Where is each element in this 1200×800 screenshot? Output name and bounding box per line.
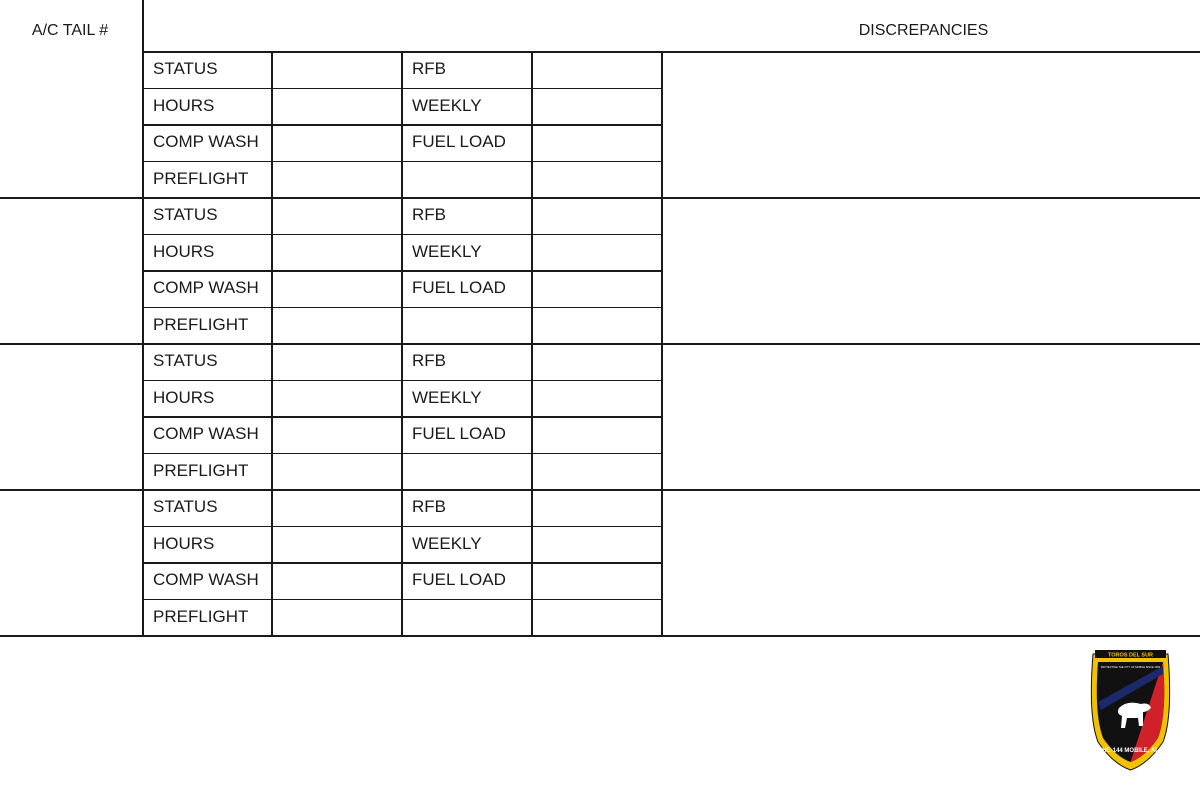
row-label: PREFLIGHT bbox=[153, 314, 249, 334]
value-cell[interactable] bbox=[533, 455, 659, 488]
value-cell[interactable] bbox=[273, 236, 399, 269]
row-label: COMP WASH bbox=[153, 424, 259, 443]
value-cell[interactable] bbox=[273, 528, 399, 561]
row-label: HOURS bbox=[153, 241, 215, 261]
value-cell[interactable] bbox=[273, 199, 399, 232]
value-cell[interactable] bbox=[533, 199, 659, 232]
tail-column-divider bbox=[142, 0, 144, 635]
patch-top-text: TOROS DEL SUR bbox=[1107, 652, 1154, 659]
row-label-secondary: WEEKLY bbox=[412, 241, 482, 261]
row-label-secondary: WEEKLY bbox=[412, 95, 482, 115]
row-label: HOURS bbox=[153, 95, 215, 115]
tail-number-cell[interactable] bbox=[2, 491, 140, 633]
row-label-secondary: RFB bbox=[412, 351, 446, 370]
row-label: HOURS bbox=[153, 387, 215, 407]
row-label: PREFLIGHT bbox=[153, 168, 249, 188]
patch-bottom-text: HC-144 MOBILE, AL bbox=[1102, 748, 1159, 754]
row-label: COMP WASH bbox=[153, 570, 259, 589]
value-cell[interactable] bbox=[273, 309, 399, 342]
patch-sub-text: PROTECTING THE CITY OF MOBILE SINCE 2003 bbox=[1100, 666, 1161, 669]
value-cell[interactable] bbox=[273, 163, 399, 196]
value-cell[interactable] bbox=[533, 126, 659, 159]
row-label-secondary: RFB bbox=[412, 497, 446, 516]
header-tail-label: A/C TAIL # bbox=[31, 22, 109, 39]
value-cell[interactable] bbox=[533, 345, 659, 378]
row-label: PREFLIGHT bbox=[153, 460, 249, 480]
row-label-secondary: FUEL LOAD bbox=[412, 570, 506, 589]
value-cell[interactable] bbox=[273, 491, 399, 524]
tail-number-cell[interactable] bbox=[2, 53, 140, 195]
row-label: PREFLIGHT bbox=[153, 606, 249, 626]
value-cell[interactable] bbox=[273, 272, 399, 305]
value-cell[interactable] bbox=[533, 491, 659, 524]
value-cell[interactable] bbox=[273, 345, 399, 378]
tail-number-cell[interactable] bbox=[2, 199, 140, 341]
value-cell[interactable] bbox=[533, 272, 659, 305]
row-label-secondary: WEEKLY bbox=[412, 533, 482, 553]
row-label-secondary: RFB bbox=[412, 59, 446, 78]
discrepancies-cell[interactable] bbox=[664, 54, 1197, 196]
value-cell[interactable] bbox=[273, 564, 399, 597]
value-cell[interactable] bbox=[533, 236, 659, 269]
discrepancies-cell[interactable] bbox=[664, 200, 1197, 342]
header-discrepancies-label: DISCREPANCIES bbox=[858, 22, 989, 39]
row-label: COMP WASH bbox=[153, 278, 259, 297]
value-cell[interactable] bbox=[533, 53, 659, 86]
value-cell[interactable] bbox=[533, 601, 659, 634]
value-cell[interactable] bbox=[273, 601, 399, 634]
value-cell[interactable] bbox=[273, 382, 399, 415]
value-cell[interactable] bbox=[533, 528, 659, 561]
row-label-secondary: FUEL LOAD bbox=[412, 132, 506, 151]
value-cell[interactable] bbox=[273, 53, 399, 86]
row-label: STATUS bbox=[153, 351, 218, 370]
row-label-secondary: FUEL LOAD bbox=[412, 278, 506, 297]
value-cell[interactable] bbox=[273, 126, 399, 159]
value-cell[interactable] bbox=[273, 418, 399, 451]
value-cell[interactable] bbox=[533, 163, 659, 196]
value-cell[interactable] bbox=[533, 564, 659, 597]
value-cell[interactable] bbox=[533, 418, 659, 451]
row-label-secondary: FUEL LOAD bbox=[412, 424, 506, 443]
tail-number-cell[interactable] bbox=[2, 345, 140, 487]
value-cell[interactable] bbox=[273, 455, 399, 488]
row-label-secondary: WEEKLY bbox=[412, 387, 482, 407]
value-cell[interactable] bbox=[533, 309, 659, 342]
value-cell[interactable] bbox=[533, 90, 659, 123]
block-divider bbox=[0, 635, 1200, 637]
row-label: STATUS bbox=[153, 59, 218, 78]
value-cell[interactable] bbox=[533, 382, 659, 415]
discrepancies-cell[interactable] bbox=[664, 346, 1197, 488]
value-cell[interactable] bbox=[273, 90, 399, 123]
row-label: STATUS bbox=[153, 205, 218, 224]
row-label: COMP WASH bbox=[153, 132, 259, 151]
row-label: STATUS bbox=[153, 497, 218, 516]
row-label-secondary: RFB bbox=[412, 205, 446, 224]
squadron-patch-logo bbox=[1083, 646, 1178, 774]
discrepancies-cell[interactable] bbox=[664, 492, 1197, 634]
row-label: HOURS bbox=[153, 533, 215, 553]
